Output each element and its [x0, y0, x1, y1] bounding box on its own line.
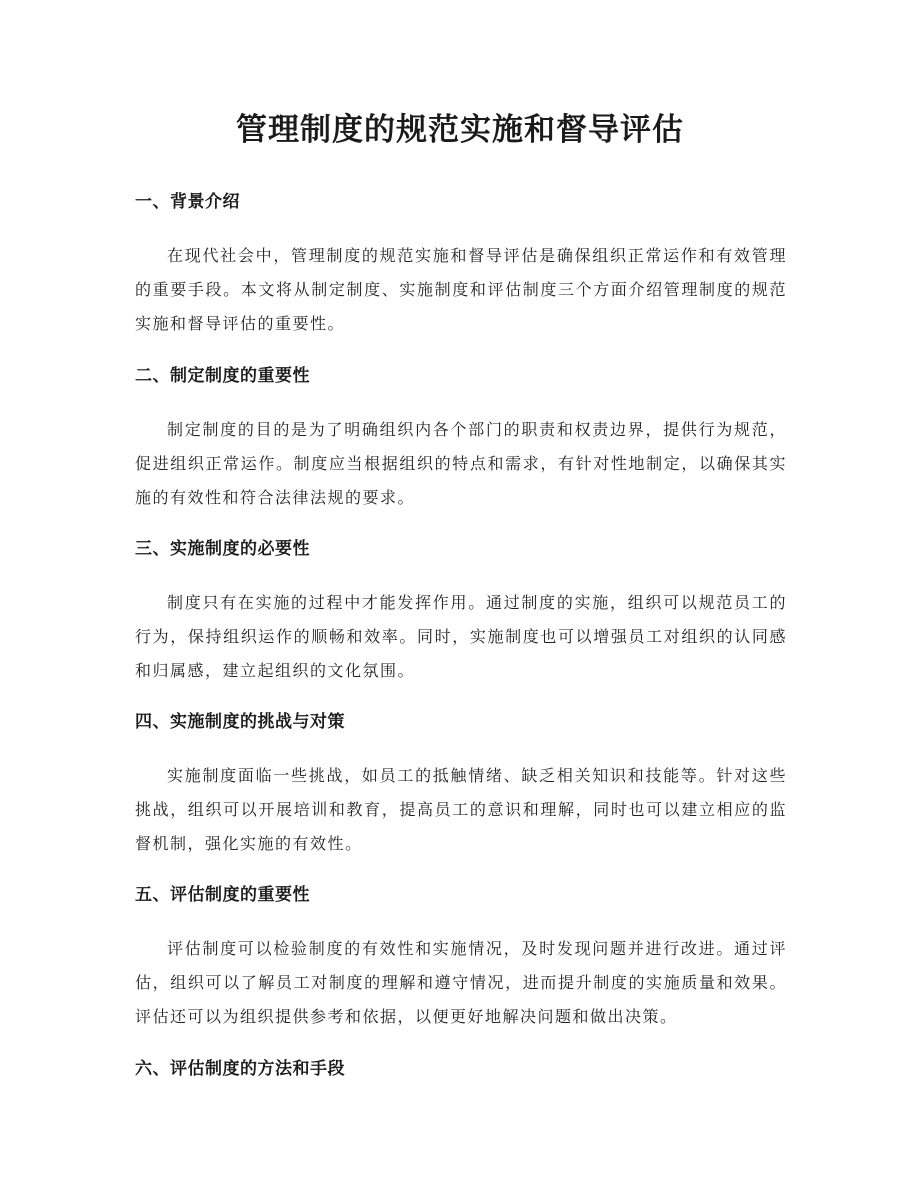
section-implementation-challenges: [135, 710, 787, 861]
section-background: [135, 190, 787, 341]
section-heading: 五、评估制度的重要性: [135, 885, 310, 905]
section-heading: 二、制定制度的重要性: [135, 366, 310, 386]
section-evaluation-importance: [135, 883, 787, 1034]
section-paragraph: 制度只有在实施的过程中才能发挥作用。通过制度的实施，组织可以规范员工的行为，保持组织运作的顺畅和效率。同时，实施制度也可以增强员工对组织的认同感和归属感，建立起组织的文化氛围。: [135, 593, 787, 680]
section-paragraph: 评估制度可以检验制度的有效性和实施情况，及时发现问题并进行改进。通过评估，组织可以了解员工对制度的理解和遵守情况，进而提升制度的实施质量和效果。评估还可以为组织提供参考和依据，以便更好地解决问题和做出决策。: [135, 939, 787, 1026]
section-heading: 四、实施制度的挑战与对策: [135, 712, 345, 732]
section-formulation-importance: [135, 364, 787, 515]
section-heading: 一、背景介绍: [135, 192, 240, 212]
section-heading: 三、实施制度的必要性: [135, 539, 310, 559]
section-implementation-necessity: [135, 537, 787, 688]
section-paragraph: 在现代社会中，管理制度的规范实施和督导评估是确保组织正常运作和有效管理的重要手段。本文将从制定制度、实施制度和评估制度三个方面介绍管理制度的规范实施和督导评估的重要性。: [135, 246, 787, 333]
section-paragraph: 实施制度面临一些挑战，如员工的抵触情绪、缺乏相关知识和技能等。针对这些挑战，组织可以开展培训和教育，提高员工的意识和理解，同时也可以建立相应的监督机制，强化实施的有效性。: [135, 766, 787, 853]
section-evaluation-methods: [135, 1057, 787, 1081]
document-title: 管理制度的规范实施和督导评估: [236, 112, 684, 148]
section-heading: 六、评估制度的方法和手段: [135, 1059, 345, 1079]
section-paragraph: 制定制度的目的是为了明确组织内各个部门的职责和权责边界，提供行为规范，促进组织正常运作。制度应当根据组织的特点和需求，有针对性地制定，以确保其实施的有效性和符合法律法规的要求。: [135, 420, 787, 507]
